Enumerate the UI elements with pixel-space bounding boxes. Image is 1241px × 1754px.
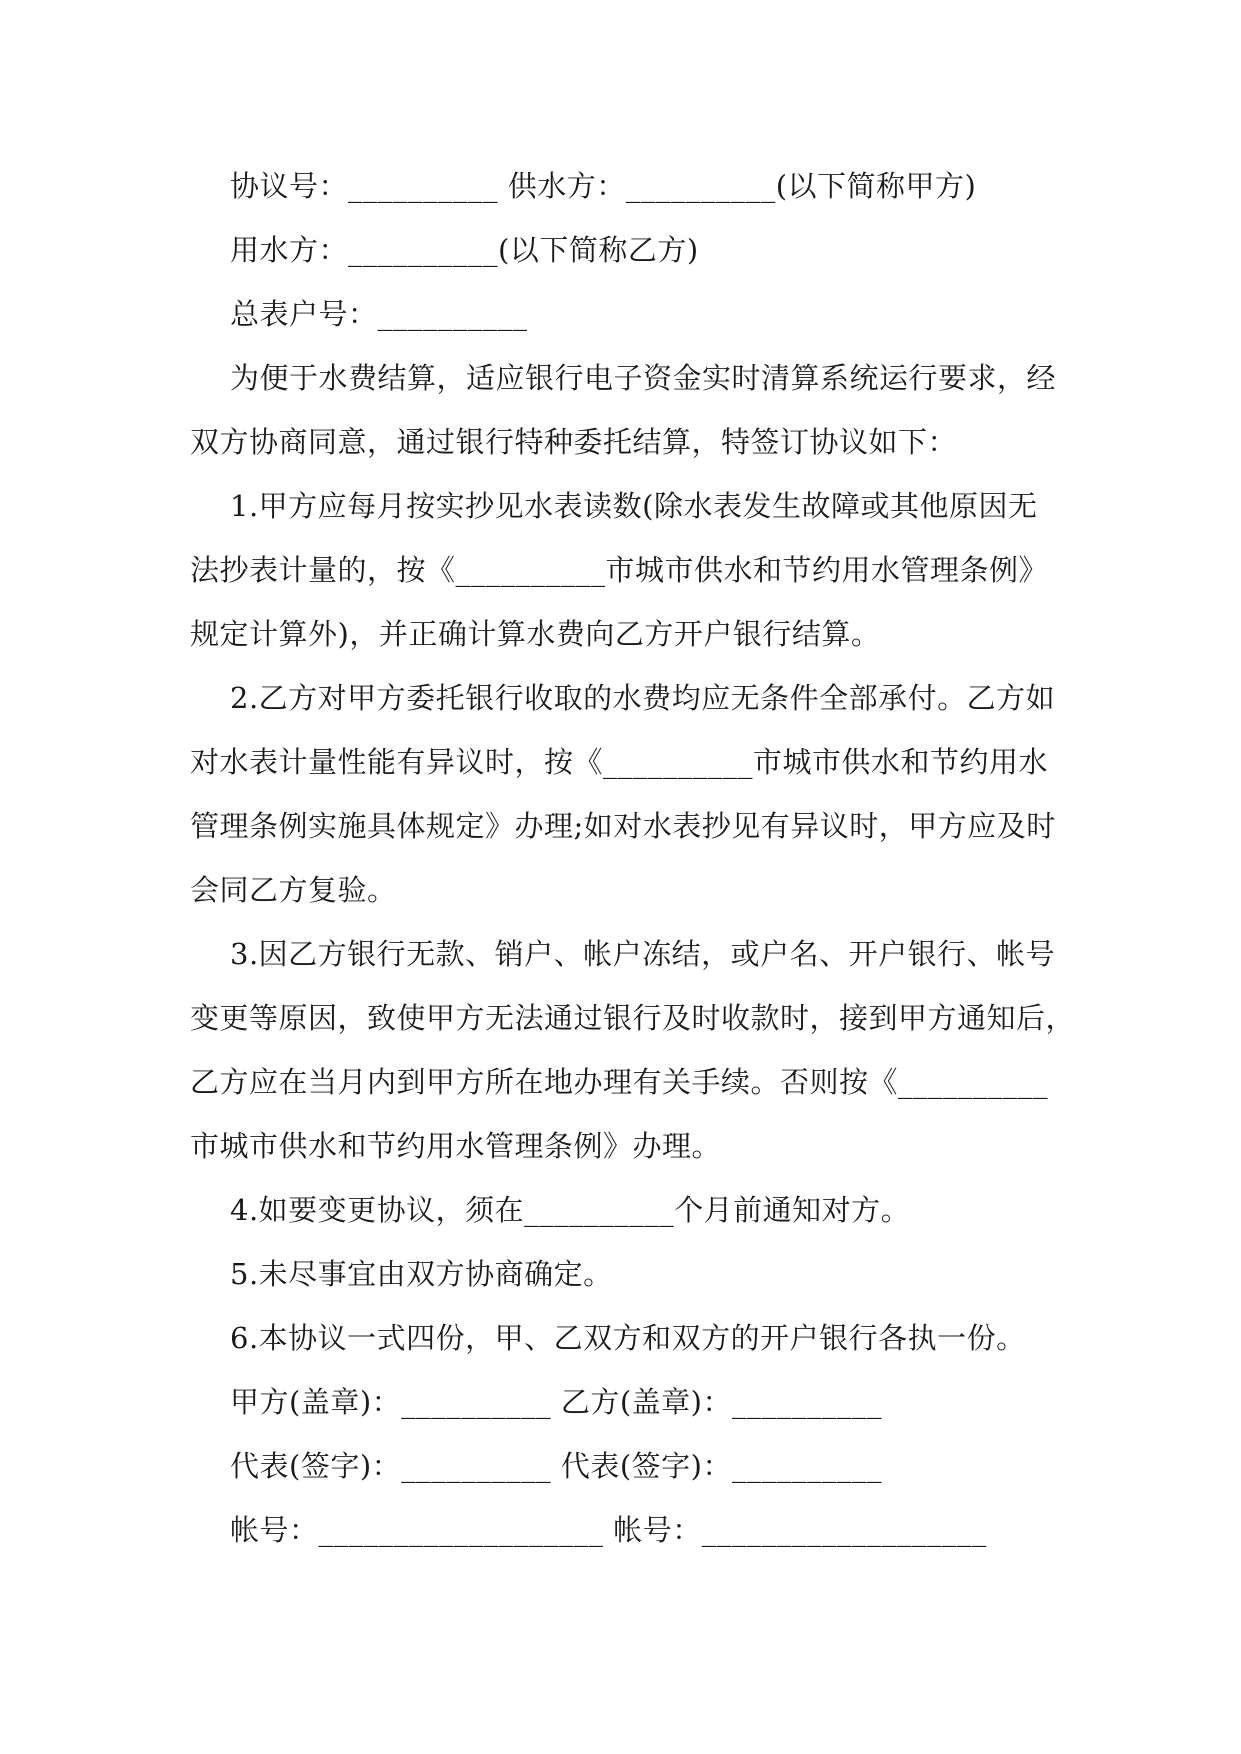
representative-signature-line: 代表(签字)：__________ 代表(签字)：__________ — [230, 1449, 882, 1483]
clause-3-line-1: 3.因乙方银行无款、销户、帐户冻结，或户名、开户银行、帐号 — [230, 937, 1056, 971]
clause-2 — [190, 666, 1056, 922]
clause-6: 6.本协议一式四份，甲、乙双方和双方的开户银行各执一份。 — [230, 1321, 1026, 1355]
intro-paragraph — [190, 346, 1057, 474]
intro-line-1: 为便于水费结算，适应银行电子资金实时清算系统运行要求，经 — [230, 361, 1057, 395]
clause-2-line-2: 对水表计量性能有异议时，按《__________市城市供水和节约用水 — [190, 745, 1049, 779]
clause-1-line-2: 法抄表计量的，按《__________市城市供水和节约用水管理条例》 — [190, 553, 1049, 587]
clause-4: 4.如要变更协议，须在__________个月前通知对方。 — [230, 1193, 911, 1227]
clause-3 — [190, 922, 1076, 1178]
water-user-line: 用水方：__________(以下简称乙方) — [230, 233, 699, 267]
clause-3-line-3: 乙方应在当月内到甲方所在地办理有关手续。否则按《__________ — [190, 1065, 1049, 1099]
clause-2-line-1: 2.乙方对甲方委托银行收取的水费均应无条件全部承付。乙方如 — [230, 681, 1056, 715]
master-meter-line: 总表户号：__________ — [230, 297, 528, 331]
seal-line: 甲方(盖章)：__________ 乙方(盖章)：__________ — [230, 1385, 882, 1419]
clause-5: 5.未尽事宜由双方协商确定。 — [230, 1257, 613, 1291]
account-number-line: 帐号：___________________ 帐号：___________________ — [230, 1513, 987, 1547]
clause-1 — [190, 474, 1050, 666]
clause-2-line-3: 管理条例实施具体规定》办理;如对水表抄见有异议时，甲方应及时 — [190, 809, 1056, 843]
signature-block — [190, 1370, 1050, 1562]
clause-2-line-4: 会同乙方复验。 — [190, 873, 397, 907]
clause-3-line-4: 市城市供水和节约用水管理条例》办理。 — [190, 1129, 722, 1163]
agreement-body — [190, 154, 1076, 1562]
clause-1-line-3: 规定计算外)，并正确计算水费向乙方开户银行结算。 — [190, 617, 881, 651]
agreement-number-line: 协议号：__________ 供水方：__________(以下简称甲方) — [230, 169, 977, 203]
intro-line-2: 双方协商同意，通过银行特种委托结算，特签订协议如下： — [190, 425, 958, 459]
clause-3-line-2: 变更等原因，致使甲方无法通过银行及时收款时，接到甲方通知后， — [190, 1001, 1076, 1035]
clause-1-line-1: 1.甲方应每月按实抄见水表读数(除水表发生故障或其他原因无 — [230, 489, 1038, 523]
